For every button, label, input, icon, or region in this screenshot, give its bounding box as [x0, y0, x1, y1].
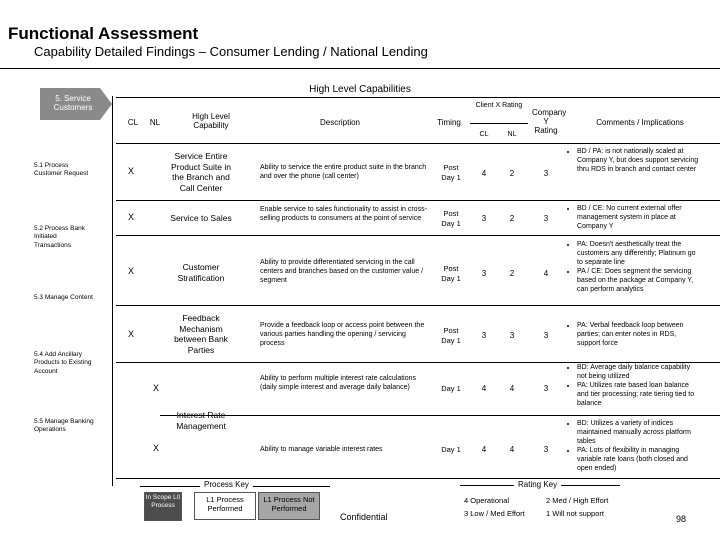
row-4-client-nl: 3 — [509, 331, 515, 340]
row-5-comments — [568, 363, 699, 408]
row-3-timing: Post Day 1 — [441, 264, 461, 283]
comment-item: • BD / CE: No current external offer management system in place at Company Y — [577, 204, 699, 231]
row-1-cl-mark: X — [128, 166, 135, 176]
table-bottom-rule — [116, 478, 720, 479]
row-5-description: Ability to perform multiple interest rate calculations (daily simple interest and average daily balance) — [260, 375, 417, 392]
col-header-description: Description — [319, 118, 360, 127]
row-3-client-nl: 2 — [509, 269, 515, 278]
row-4-client-cl: 3 — [481, 331, 487, 340]
header-top-rule — [116, 97, 720, 98]
row-1-client-cl: 4 — [481, 169, 487, 178]
row-1-company-rating: 3 — [543, 169, 549, 178]
rating-key-item: 4 Operational — [464, 496, 510, 505]
sidebar-item-process-customer-request: 5.1 Process Customer Request — [34, 162, 89, 178]
row-divider — [116, 200, 720, 201]
col-header-cl: CL — [127, 118, 139, 127]
row-6-nl-mark: X — [153, 443, 160, 453]
col-header-client-rating: Client X Rating — [475, 102, 523, 109]
comment-item: • PA: Lots of flexibility in managing variable rate loans (both closed and open ended) — [577, 446, 699, 473]
row-3-company-rating: 4 — [543, 269, 549, 278]
row-2-client-nl: 2 — [509, 214, 515, 223]
row-3-capability: Customer Stratification — [177, 262, 225, 283]
row-4-comments — [568, 321, 699, 348]
row-3-client-cl: 3 — [481, 269, 487, 278]
comment-item: • BD: Average daily balance capability not being utilized — [577, 363, 699, 381]
section-label: High Level Capabilities — [309, 84, 411, 95]
row-5-client-cl: 4 — [481, 384, 487, 393]
row-6-description: Ability to manage variable interest rates — [260, 446, 383, 453]
rating-key-title: Rating Key — [514, 480, 561, 489]
row-3-comments — [568, 240, 699, 295]
row-2-comments — [568, 204, 699, 231]
page-subtitle: Capability Detailed Findings – Consumer Lending / National Lending — [34, 44, 428, 59]
col-header-company-rating: Company Y Rating — [532, 108, 567, 136]
comment-item: • PA: Doesn't aesthetically treat the customers any differently; Platinum go to separate line — [577, 240, 699, 267]
process-key-title: Process Key — [200, 480, 253, 489]
row-2-description: Enable service to sales functionality to assist in cross-selling products to consumers at the point of service — [260, 206, 427, 223]
row-1-capability: Service Entire Product Suite in the Branch and Call Center — [170, 151, 231, 193]
row-2-capability: Service to Sales — [170, 213, 232, 223]
title-divider — [0, 68, 720, 69]
key-l1-performed: L1 Process Performed — [194, 492, 256, 520]
comment-item: • PA / CE: Does segment the servicing based on the package at Company Y, can perform analytics — [577, 267, 699, 294]
row-3-cl-mark: X — [128, 266, 135, 276]
col-header-client-nl: NL — [507, 131, 517, 138]
comment-item: • BD / PA: is not nationally scaled at Company Y, but does support servicing thru RDS in branch and contact center — [577, 147, 699, 174]
arrow-label: 5. Service Customers — [53, 94, 93, 113]
row-2-company-rating: 3 — [543, 214, 549, 223]
row-divider — [160, 415, 720, 416]
row-6-company-rating: 3 — [543, 445, 549, 454]
row-6-comments — [568, 419, 699, 474]
col-header-capability: High Level Capability — [192, 112, 230, 131]
page-number: 98 — [676, 514, 687, 524]
row-1-description: Ability to service the entire product suite in the branch and over the phone (call center) — [260, 164, 427, 181]
row-1-timing: Post Day 1 — [441, 163, 461, 182]
row-4-cl-mark: X — [128, 329, 135, 339]
key-in-scope: In Scope L0 Process — [144, 492, 182, 521]
key-l1-not-performed: L1 Process Not Performed — [258, 492, 320, 520]
row-4-timing: Post Day 1 — [441, 326, 461, 345]
row-5-nl-mark: X — [153, 383, 160, 393]
row-5-timing: Day 1 — [441, 384, 461, 393]
row-6-client-cl: 4 — [481, 445, 487, 454]
row-6-client-nl: 4 — [509, 445, 515, 454]
col-header-client-cl: CL — [479, 131, 489, 138]
client-rating-rule — [470, 123, 528, 124]
sidebar-divider — [112, 96, 113, 486]
row-4-description: Provide a feedback loop or access point between the various parties handling the opening / servicing process — [260, 322, 425, 348]
rating-key-item: 2 Med / High Effort — [546, 496, 609, 505]
col-header-comments: Comments / Implications — [596, 118, 684, 127]
row-6-timing: Day 1 — [441, 445, 461, 454]
row-1-client-nl: 2 — [509, 169, 515, 178]
sidebar-item-add-ancillary-products: 5.4 Add Ancillary Products to Existing Account — [34, 351, 92, 375]
row-4-capability: Feedback Mechanism between Bank Parties — [174, 313, 228, 355]
row-5-client-nl: 4 — [509, 384, 515, 393]
row-3-description: Ability to provide differentiated servicing in the call centers and branches based on the customer value / segment — [260, 259, 424, 285]
row-4-company-rating: 3 — [543, 331, 549, 340]
row-2-client-cl: 3 — [481, 214, 487, 223]
row-2-cl-mark: X — [128, 212, 135, 222]
row-divider — [116, 235, 720, 236]
col-header-nl: NL — [149, 118, 161, 127]
row-1-comments — [568, 147, 699, 174]
row-6-capability: Interest Rate Management — [176, 410, 226, 431]
sidebar-item-manage-content: 5.3 Manage Content — [34, 294, 93, 301]
rating-key-item: 3 Low / Med Effort — [464, 509, 525, 518]
comment-item: • PA: Utilizes rate based loan balance and tier processing; rate tiering tied to balance — [577, 381, 699, 408]
sidebar-item-process-bank-initiated: 5.2 Process Bank Initiated Transactions — [34, 225, 85, 249]
comment-item: • PA: Verbal feedback loop between parties; can enter notes in RDS, support force — [577, 321, 699, 348]
rating-key-item: 1 Will not support — [546, 509, 604, 518]
col-header-timing: Timing — [437, 118, 461, 127]
comment-item: • BD: Utilizes a variety of indices maintained manually across platform tables — [577, 419, 699, 446]
confidential-label: Confidential — [340, 512, 388, 522]
row-divider — [116, 305, 720, 306]
sidebar-item-manage-banking-operations: 5.5 Manage Banking Operations — [34, 418, 94, 434]
row-5-company-rating: 3 — [543, 384, 549, 393]
header-bottom-rule — [116, 143, 720, 144]
page-title: Functional Assessment — [8, 24, 199, 43]
row-2-timing: Post Day 1 — [441, 209, 461, 228]
